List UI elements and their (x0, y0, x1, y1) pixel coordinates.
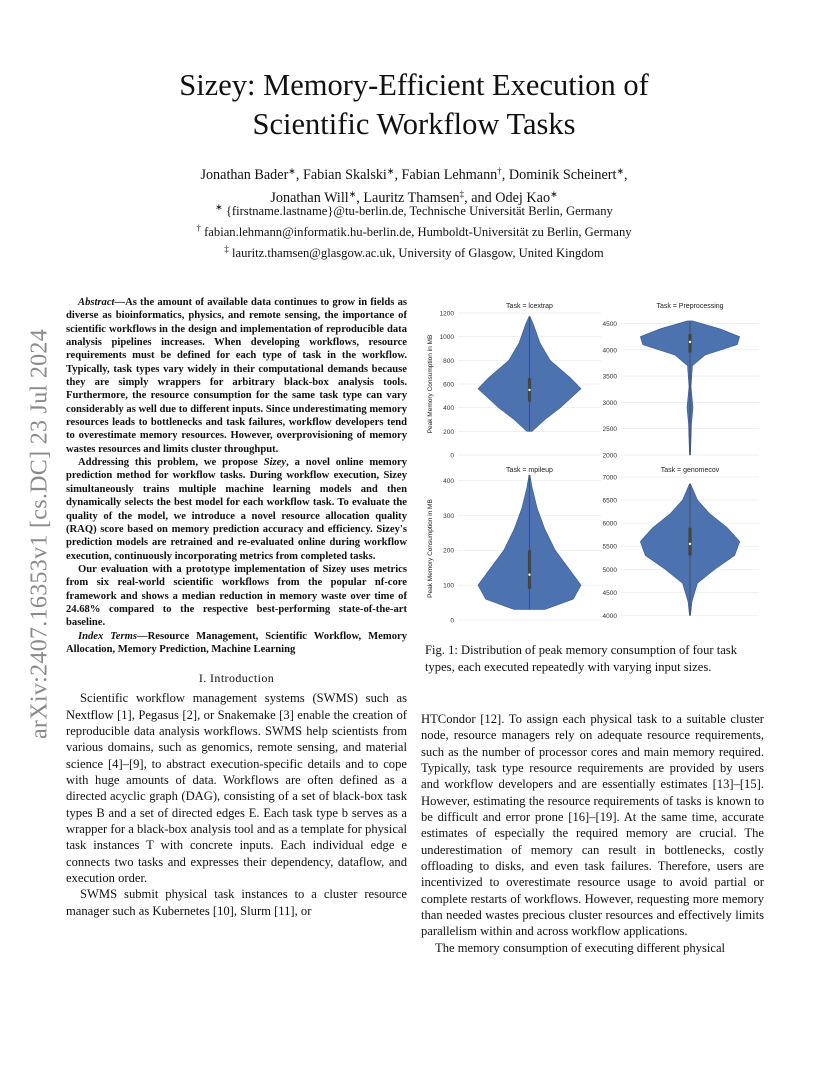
y-tick-label: 3000 (602, 399, 617, 407)
abstract-emphasis: Sizey (263, 457, 287, 469)
y-tick-label: 4000 (602, 347, 617, 355)
y-tick-label: 300 (443, 512, 454, 520)
affiliation-mark: † (196, 223, 201, 233)
body-paragraph: HTCondor [12]. To assign each physical task to a suitable cluster node, resource managers rely on adequate resource requirements, such as the number of processor cores and main memory required. Typically, task type resource requirements are provided by users and workflow developers and are essentially estimates [13]–[15]. However, estimating the resource requirements of tasks is known to be difficult and error prone [16]–[19]. At the same time, accurate estimates of especially the required memory are crucial. The underestimation of memory can result in bottlenecks, costly offloading to disks, and even task failures. Therefore, users are incentivized to overestimate resource usage to avoid partial or complete restarts of workflows. However, requesting more memory than needed wastes precious cluster resources and effectively limits parallelism within and across workflow applications. (421, 712, 764, 939)
title-line-1: Sizey: Memory-Efficient Execution of (179, 68, 649, 102)
y-tick-label: 600 (443, 381, 454, 389)
y-tick-label: 6500 (602, 497, 617, 505)
y-tick-label: 200 (443, 547, 454, 555)
violin-chart-grid (421, 296, 764, 636)
author-name: Odej Kao (495, 190, 551, 206)
violin-median (689, 341, 691, 343)
y-tick-label: 5000 (602, 566, 617, 574)
body-paragraph: SWMS submit physical task instances to a cluster resource manager such as Kubernetes [10], Slurm [11], or (66, 887, 407, 918)
index-terms: —Resource Management, Scientific Workflow, Memory Allocation, Memory Prediction, Machine Learning (66, 630, 407, 655)
figure-1 (421, 296, 764, 636)
y-tick-label: 0 (450, 617, 454, 625)
left-column (66, 296, 407, 919)
index-terms-label: Index Terms (78, 630, 137, 642)
y-tick-label: 4500 (602, 321, 617, 329)
abstract (66, 296, 407, 656)
section-heading: I. Introduction (198, 671, 275, 686)
right-column-text (421, 711, 764, 956)
abstract-paragraph: Our evaluation with a prototype implementation of Sizey uses metrics from six real-world scientific workflows from the popular nf-core framework and shows a median reduction in memory waste over time of 24.68% compared to the respective best-performing state-of-the-art baseline. (66, 563, 407, 629)
affiliation-mark: ∗ (215, 202, 223, 212)
author-mark: ∗ (386, 166, 395, 176)
author-name: Jonathan Will (270, 190, 349, 206)
paper-title (80, 66, 748, 144)
y-tick-label: 200 (443, 428, 454, 436)
body-paragraph: The memory consumption of executing different physical (435, 940, 726, 955)
author-mark: ∗ (550, 189, 558, 199)
arxiv-stamp-text: arXiv:2407.16353v1 [cs.DC] 23 Jul 2024 (26, 328, 53, 740)
y-tick-label: 2500 (602, 426, 617, 434)
affiliation-text: {firstname.lastname}@tu-berlin.de, Technische Universität Berlin, Germany (225, 204, 613, 218)
abstract-paragraph: —As the amount of available data continues to grow in fields as diverse as bioinformatics, physics, and remote sensing, the importance of scientific workflows in the design and implementation of reproducible data analysis pipelines increases. When developing workflows, resource requirements must be defined for each type of task in the workflow. Typically, task types vary widely in their computational demands because they are simply wrappers for arbitrary black-box analysis tools. Furthermore, the resource consumption for the same task type can vary considerably as well due to different inputs. Since underestimating memory resources leads to bottlenecks and task failures, workflow developers tend to overestimate memory resources. However, overprovisioning of memory wastes resources and limits cluster throughput. (66, 297, 407, 455)
author-mark: ∗ (616, 166, 624, 176)
violin-median (689, 543, 691, 545)
violin-iqr-box (688, 334, 691, 352)
author-name: Jonathan Bader (200, 167, 289, 183)
y-tick-label: 400 (443, 405, 454, 413)
right-column-figure (421, 296, 764, 675)
affiliation-text: lauritz.thamsen@glasgow.ac.uk, University of Glasgow, United Kingdom (232, 246, 604, 260)
y-tick-label: 6000 (602, 520, 617, 528)
panel-title: Task = lcextrap (506, 303, 553, 310)
abstract-paragraph: Addressing this problem, we propose (78, 457, 264, 469)
y-tick-label: 1200 (439, 310, 454, 318)
panel-title: Task = Preprocessing (656, 303, 724, 310)
y-axis-label: Peak Memory Consumption in MB (427, 499, 434, 598)
title-line-2: Scientific Workflow Tasks (252, 107, 576, 141)
y-tick-label: 0 (450, 452, 454, 460)
y-tick-label: 5500 (602, 543, 617, 551)
author-mark: ∗ (348, 189, 357, 199)
y-tick-label: 4000 (602, 612, 617, 620)
y-tick-label: 4500 (602, 589, 617, 597)
y-tick-label: 400 (443, 477, 454, 485)
body-paragraph: Scientific workflow management systems (SWMS) such as Nextflow [1], Pegasus [2], or Snakemake [3] enable the creation of reproducible data analysis workflows. SWMS help scientists from various domains, such as genomics, remote sensing, and material science [4]–[9], to abstract execution-specific details and to cope with huge amounts of data. Workflows are often defined as a directed acyclic graph (DAG), consisting of a set of black-box task types B and a set of directed edges E. Each task type b serves as a wrapper for a black-box analysis tool and as a template for physical task instances T with concrete inputs. Each individual edge e connects two tasks and expresses their dependency, dataflow, and execution order. (66, 691, 407, 886)
author-name: Fabian Skalski (302, 167, 387, 183)
y-tick-label: 7000 (602, 474, 617, 482)
author-mark: ∗ (288, 166, 296, 176)
affiliation-text: fabian.lehmann@informatik.hu-berlin.de, Humboldt-Universität zu Berlin, Germany (204, 225, 632, 239)
author-name: Fabian Lehmann (401, 167, 498, 183)
y-tick-label: 2000 (602, 452, 617, 460)
author-mark: † (497, 166, 502, 176)
violin-median (528, 573, 530, 575)
figure-caption: Fig. 1: Distribution of peak memory consumption of four task types, each executed repeatedly with varying input sizes. (425, 643, 738, 674)
violin-iqr-box (688, 528, 691, 556)
arxiv-stamp (20, 294, 60, 774)
author-list: Jonathan Bader∗, Fabian Skalski∗, Fabian Lehmann†, Dominik Scheinert∗, Jonathan Will∗, Lauritz Thamsen‡, and Odej Kao∗ (200, 166, 628, 206)
panel-title: Task = genomecov (660, 467, 720, 474)
author-mark: ‡ (459, 189, 465, 199)
author-name: Dominik Scheinert (508, 167, 617, 183)
y-tick-label: 100 (443, 582, 454, 590)
abstract-label: Abstract (78, 297, 115, 308)
y-axis-label: Peak Memory Consumption in MB (427, 334, 434, 434)
affiliation-list (80, 199, 748, 262)
y-tick-label: 800 (443, 357, 454, 365)
affiliation-mark: ‡ (224, 244, 229, 254)
violin-iqr-box (528, 550, 531, 588)
panel-title: Task = mpileup (506, 467, 553, 474)
abstract-paragraph: , a novel online memory prediction method for workflow tasks. During workflow execution, Sizey simultaneously trains multiple machine learning models and then dynamically selects the best model for each workflow task. To evaluate the quality of the model, we introduce a novel resource allocation quality (RAQ) score based on memory prediction accuracy and efficiency. Sizey's prediction models are retrained and re-evaluated online during workflow execution, continuously incorporating metrics from completed tasks. (66, 457, 407, 562)
author-name: Lauritz Thamsen (363, 190, 460, 206)
y-tick-label: 1000 (439, 334, 454, 342)
y-tick-label: 3500 (602, 373, 617, 381)
violin-median (528, 389, 530, 391)
